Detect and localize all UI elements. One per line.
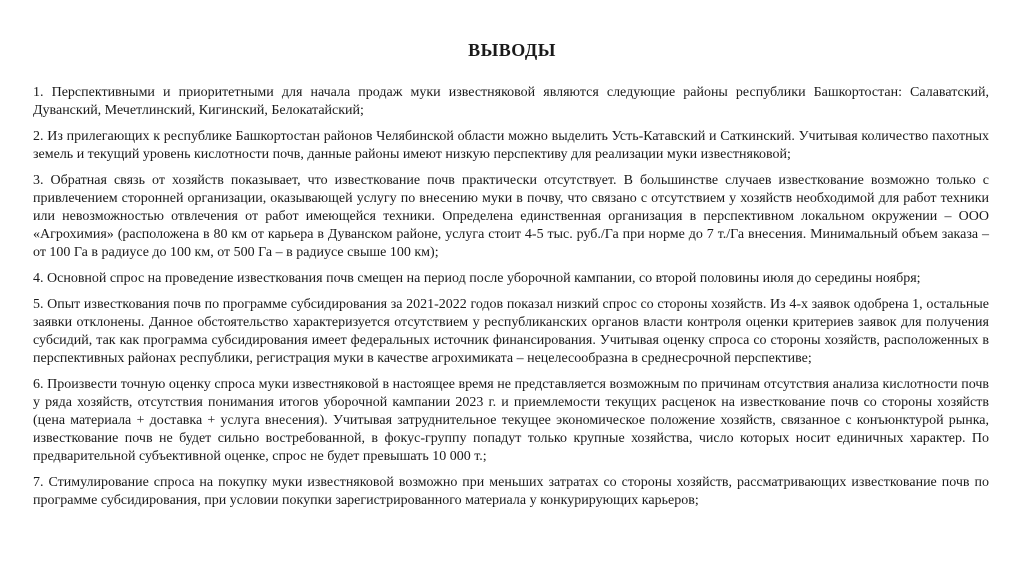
- page-title: ВЫВОДЫ: [468, 40, 556, 60]
- conclusion-item-4: 4. Основной спрос на проведение известкования почв смещен на период после уборочной кампании, со второй половины июля до середины ноября;: [33, 271, 921, 286]
- conclusion-item-5: 5. Опыт известкования почв по программе субсидирования за 2021-2022 годов показал низкий спрос со стороны хозяйств. Из 4-х заявок одобрена 1, остальные заявки отклонены. Данное обстоятельство характеризуется отсутствием у республиканских органов власти контроля оценки критериев заявок для получения субсидий, так как программа субсидирования имеет федеральных источник финансирования. Учитывая оценку спроса со стороны хозяйств, расположенных в перспективных районах республики, регистрация муки в качестве агрохимиката – нецелесообразна в среднесрочной перспективе;: [33, 297, 989, 366]
- conclusion-item-3: 3. Обратная связь от хозяйств показывает, что известкование почв практически отсутствует. В большинстве случаев известкование возможно только с привлечением сторонней организации, оказывающей услугу по внесению муки в почву, что связано с отсутствием у хозяйств необходимой для работ техники или невозможностью отвлечения от работ имеющейся техники. Определена единственная организация в перспективном локальном окружении – ООО «Агрохимия» (расположена в 80 км от карьера в Дуванском районе, услуга стоит 4-5 тыс. руб./Га при норме до 7 т./Га внесения. Минимальный объем заказа – от 100 Га в радиусе до 100 км, от 500 Га – в радиусе свыше 100 км);: [33, 173, 989, 260]
- conclusion-item-1: 1. Перспективными и приоритетными для начала продаж муки известняковой являются следующие районы республики Башкортостан: Салаватский, Дуванский, Мечетлинский, Кигинский, Белокатайский;: [33, 85, 989, 118]
- conclusion-item-2: 2. Из прилегающих к республике Башкортостан районов Челябинской области можно выделить Усть-Катавский и Саткинский. Учитывая количество пахотных земель и текущий уровень кислотности почв, данные районы имеют низкую перспективу для реализации муки известняковой;: [33, 129, 989, 162]
- conclusion-item-7: 7. Стимулирование спроса на покупку муки известняковой возможно при меньших затратах со стороны хозяйств, рассматривающих известкование почв по программе субсидирования, при условии покупки зарегистрированного материала у конкурирующих карьеров;: [33, 475, 989, 508]
- conclusion-item-6: 6. Произвести точную оценку спроса муки известняковой в настоящее время не представляется возможным по причинам отсутствия анализа кислотности почв у ряда хозяйств, отсутствия понимания итогов уборочной кампании 2023 г. и приемлемости текущих расценок на известкование почв со стороны хозяйств (цена материала + доставка + услуга внесения). Учитывая затруднительное текущее экономическое положение хозяйств, связанное с конъюнктурой рынка, известкование почв не будет сильно востребованной, в фокус-группу попадут только крупные хозяйства, число которых носит единичных характер. По предварительной субъективной оценке, спрос не будет превышать 10 000 т.;: [33, 377, 989, 464]
- conclusions-list: [33, 84, 989, 518]
